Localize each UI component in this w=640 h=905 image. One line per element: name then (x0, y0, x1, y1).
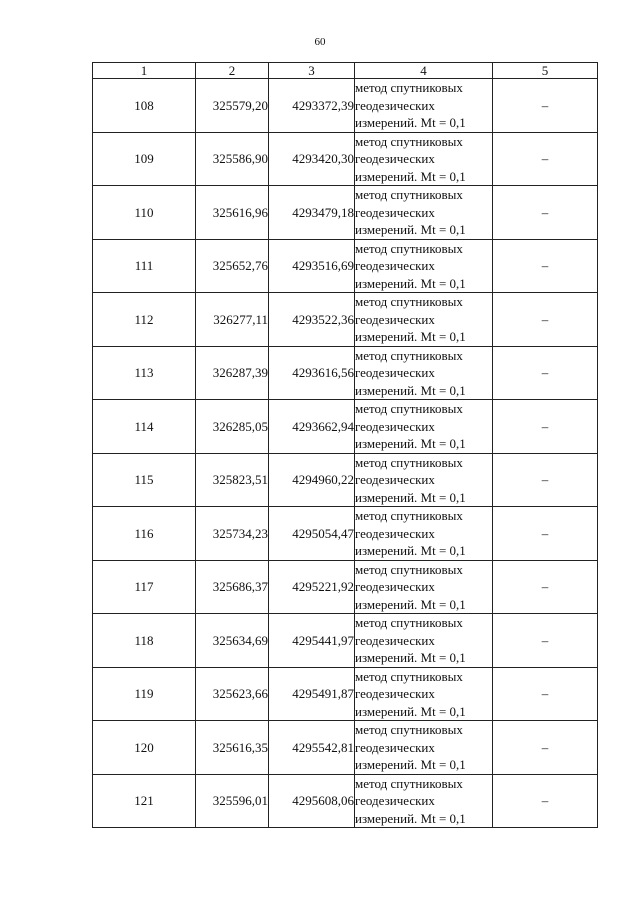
x-coordinate-cell: 325686,37 (196, 560, 269, 614)
method-line: метод спутниковых (355, 133, 463, 149)
y-coordinate-cell: 4293372,39 (269, 79, 355, 133)
table-row (93, 560, 598, 614)
method-line: геодезических (355, 365, 435, 380)
method-cell (355, 507, 493, 561)
note-cell: – (493, 293, 598, 347)
method-line: геодезических (355, 739, 435, 755)
method-line: метод спутниковых (355, 80, 463, 95)
method-cell (355, 774, 493, 828)
note-cell: – (493, 186, 598, 240)
coordinates-table (92, 62, 598, 828)
point-number-cell: 120 (93, 721, 196, 775)
method-line: измерений. Mt = 0,1 (355, 703, 466, 719)
y-coordinate-cell: 4295542,81 (269, 721, 355, 775)
method-line: метод спутниковых (355, 615, 463, 630)
method-line: геодезических (355, 472, 435, 487)
point-number-cell: 118 (93, 614, 196, 668)
method-line: метод спутниковых (355, 401, 463, 416)
point-number-cell: 110 (93, 186, 196, 240)
y-coordinate-cell: 4293420,30 (269, 132, 355, 186)
method-line: измерений. Mt = 0,1 (355, 168, 466, 184)
x-coordinate-cell: 325823,51 (196, 453, 269, 507)
table-header (93, 63, 598, 79)
note-cell: – (493, 79, 598, 133)
x-coordinate-cell: 325616,35 (196, 721, 269, 775)
method-line: метод спутниковых (355, 187, 463, 202)
method-cell (355, 239, 493, 293)
header-col-3: 3 (269, 63, 355, 79)
x-coordinate-cell: 325652,76 (196, 239, 269, 293)
method-line: геодезических (355, 632, 435, 648)
y-coordinate-cell: 4293516,69 (269, 239, 355, 293)
method-line: геодезических (355, 418, 435, 434)
method-line: метод спутниковых (355, 775, 463, 791)
x-coordinate-cell: 325734,23 (196, 507, 269, 561)
y-coordinate-cell: 4295441,97 (269, 614, 355, 668)
method-cell (355, 560, 493, 614)
point-number-cell: 116 (93, 507, 196, 561)
table-row (93, 453, 598, 507)
header-row (93, 63, 598, 79)
method-line: геодезических (355, 204, 435, 220)
method-line: геодезических (355, 686, 435, 701)
point-number-cell: 114 (93, 400, 196, 454)
method-line: измерений. Mt = 0,1 (355, 222, 466, 237)
x-coordinate-cell: 325634,69 (196, 614, 269, 668)
method-cell (355, 721, 493, 775)
method-line: геодезических (355, 311, 435, 327)
table-row (93, 507, 598, 561)
method-cell (355, 667, 493, 721)
method-line: измерений. Mt = 0,1 (355, 543, 466, 558)
note-cell: – (493, 400, 598, 454)
table-row (93, 132, 598, 186)
note-cell: – (493, 507, 598, 561)
method-cell (355, 79, 493, 133)
point-number-cell: 119 (93, 667, 196, 721)
y-coordinate-cell: 4293522,36 (269, 293, 355, 347)
table-row (93, 667, 598, 721)
table-row (93, 239, 598, 293)
table-row (93, 721, 598, 775)
method-line: измерений. Mt = 0,1 (355, 650, 466, 665)
table-row (93, 614, 598, 668)
y-coordinate-cell: 4295608,06 (269, 774, 355, 828)
x-coordinate-cell: 325623,66 (196, 667, 269, 721)
table-row (93, 186, 598, 240)
point-number-cell: 112 (93, 293, 196, 347)
method-line: геодезических (355, 258, 435, 273)
method-line: метод спутниковых (355, 294, 463, 309)
method-cell (355, 400, 493, 454)
method-line: геодезических (355, 525, 435, 541)
method-cell (355, 186, 493, 240)
x-coordinate-cell: 325586,90 (196, 132, 269, 186)
method-cell (355, 293, 493, 347)
x-coordinate-cell: 325596,01 (196, 774, 269, 828)
y-coordinate-cell: 4293616,56 (269, 346, 355, 400)
note-cell: – (493, 132, 598, 186)
method-line: метод спутниковых (355, 722, 463, 737)
table-row (93, 400, 598, 454)
method-line: метод спутниковых (355, 454, 463, 470)
note-cell: – (493, 346, 598, 400)
y-coordinate-cell: 4295054,47 (269, 507, 355, 561)
y-coordinate-cell: 4295221,92 (269, 560, 355, 614)
note-cell: – (493, 721, 598, 775)
note-cell: – (493, 774, 598, 828)
method-line: измерений. Mt = 0,1 (355, 329, 466, 344)
y-coordinate-cell: 4293479,18 (269, 186, 355, 240)
method-line: метод спутниковых (355, 561, 463, 577)
x-coordinate-cell: 325579,20 (196, 79, 269, 133)
point-number-cell: 115 (93, 453, 196, 507)
table-row (93, 293, 598, 347)
method-line: геодезических (355, 579, 435, 594)
method-cell (355, 614, 493, 668)
method-cell (355, 453, 493, 507)
method-line: измерений. Mt = 0,1 (355, 115, 466, 130)
point-number-cell: 121 (93, 774, 196, 828)
header-col-2: 2 (196, 63, 269, 79)
method-line: геодезических (355, 793, 435, 808)
note-cell: – (493, 560, 598, 614)
y-coordinate-cell: 4293662,94 (269, 400, 355, 454)
method-line: измерений. Mt = 0,1 (355, 436, 466, 451)
method-cell (355, 132, 493, 186)
table-row (93, 79, 598, 133)
method-line: измерений. Mt = 0,1 (355, 489, 466, 505)
point-number-cell: 113 (93, 346, 196, 400)
note-cell: – (493, 453, 598, 507)
method-cell (355, 346, 493, 400)
header-col-4: 4 (355, 63, 493, 79)
x-coordinate-cell: 326277,11 (196, 293, 269, 347)
page-number: 60 (314, 36, 326, 48)
method-line: метод спутниковых (355, 508, 463, 523)
point-number-cell: 109 (93, 132, 196, 186)
point-number-cell: 108 (93, 79, 196, 133)
method-line: геодезических (355, 97, 435, 113)
y-coordinate-cell: 4295491,87 (269, 667, 355, 721)
x-coordinate-cell: 325616,96 (196, 186, 269, 240)
method-line: измерений. Mt = 0,1 (355, 757, 466, 772)
header-col-1: 1 (93, 63, 196, 79)
note-cell: – (493, 614, 598, 668)
note-cell: – (493, 667, 598, 721)
note-cell: – (493, 239, 598, 293)
x-coordinate-cell: 326287,39 (196, 346, 269, 400)
method-line: измерений. Mt = 0,1 (355, 382, 466, 398)
table-row (93, 774, 598, 828)
method-line: метод спутниковых (355, 668, 463, 684)
method-line: геодезических (355, 151, 435, 166)
point-number-cell: 117 (93, 560, 196, 614)
x-coordinate-cell: 326285,05 (196, 400, 269, 454)
method-line: метод спутниковых (355, 347, 463, 363)
method-line: измерений. Mt = 0,1 (355, 596, 466, 612)
table-row (93, 346, 598, 400)
y-coordinate-cell: 4294960,22 (269, 453, 355, 507)
method-line: измерений. Mt = 0,1 (355, 275, 466, 291)
header-col-5: 5 (493, 63, 598, 79)
point-number-cell: 111 (93, 239, 196, 293)
method-line: измерений. Mt = 0,1 (355, 810, 466, 826)
method-line: метод спутниковых (355, 240, 463, 256)
table-body (93, 79, 598, 828)
